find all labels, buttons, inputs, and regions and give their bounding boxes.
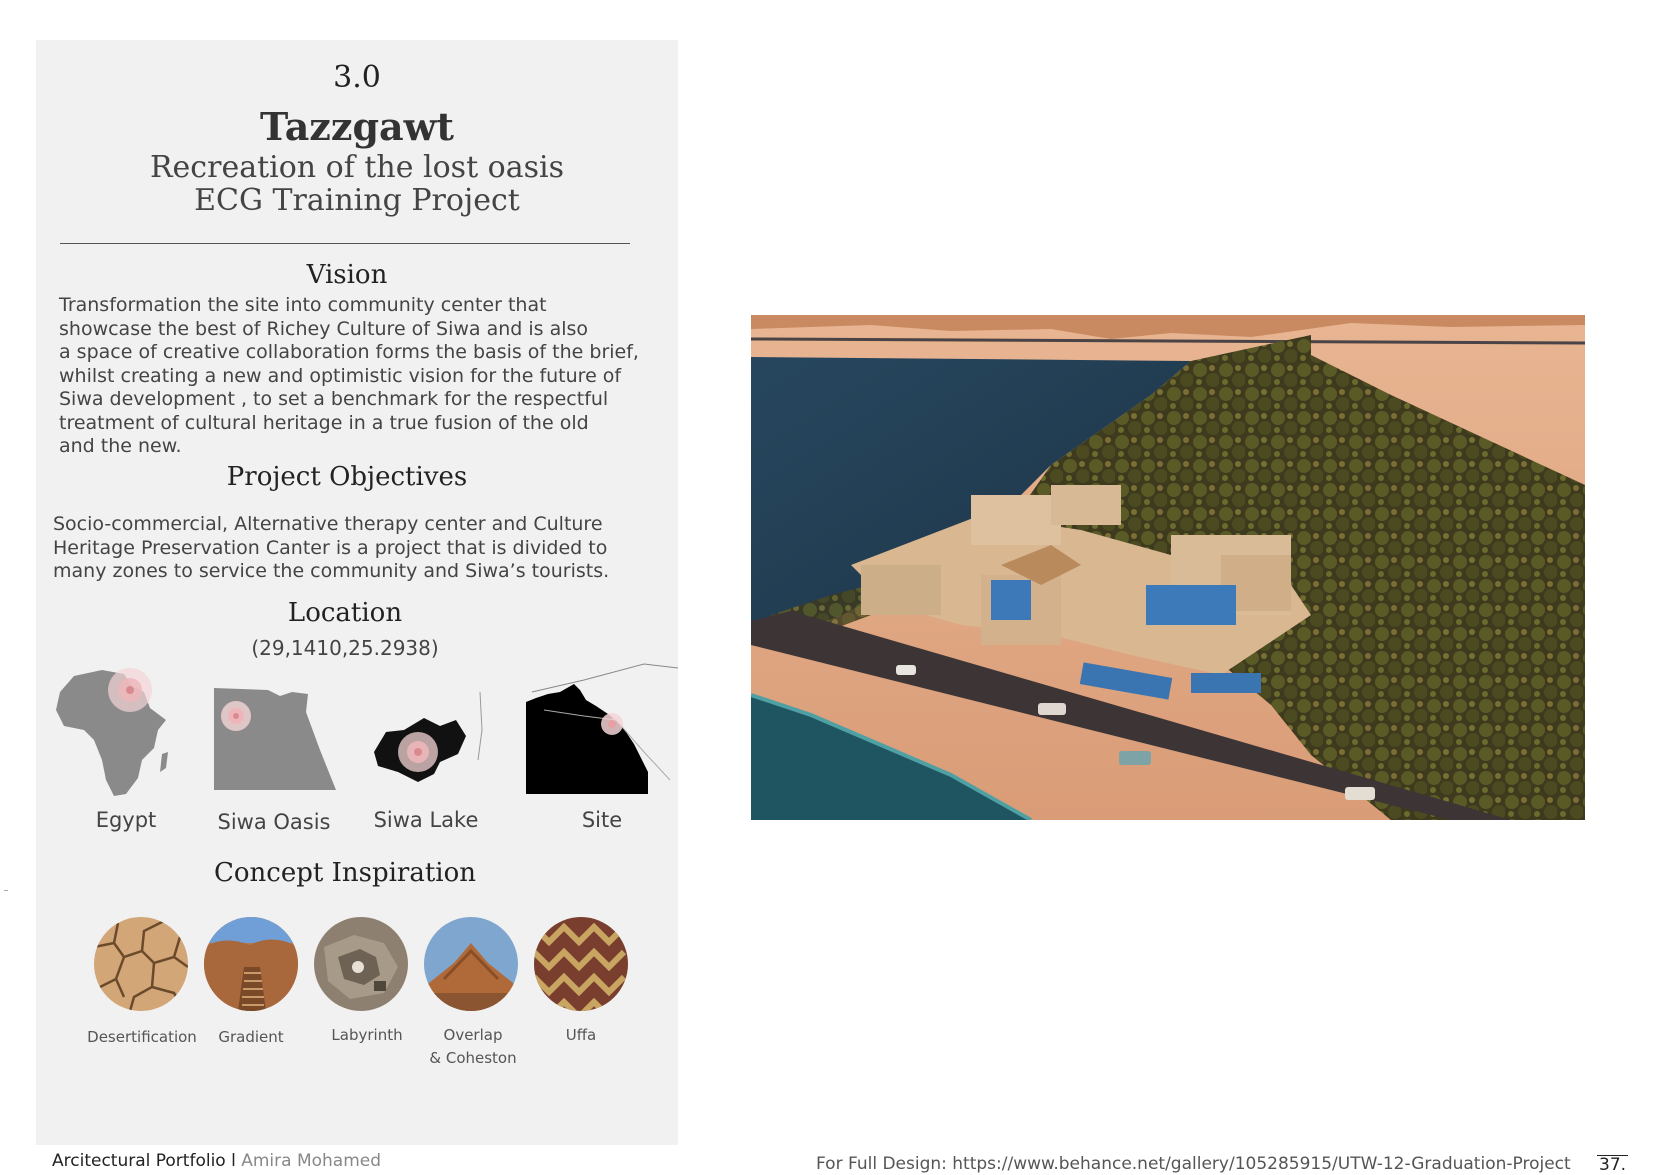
footer-portfolio bbox=[52, 1151, 381, 1171]
location-heading: Location bbox=[287, 598, 403, 628]
concept-label-gradient: Gradient bbox=[218, 1028, 284, 1046]
footer-author: Amira Mohamed bbox=[241, 1151, 382, 1171]
concept-label-uffa: Uffa bbox=[565, 1026, 597, 1044]
concept-label-desertification: Desertification bbox=[87, 1028, 197, 1046]
map-label-siwa-lake: Siwa Lake bbox=[373, 808, 479, 832]
map-label-site: Site bbox=[581, 808, 623, 832]
objectives-heading: Project Objectives bbox=[226, 462, 468, 492]
section-number: 3.0 bbox=[333, 60, 381, 95]
site-map bbox=[524, 662, 678, 796]
aerial-render-image bbox=[751, 315, 1585, 820]
divider bbox=[60, 243, 630, 244]
siwa-lake-map bbox=[370, 690, 490, 794]
uffa-image bbox=[534, 917, 628, 1011]
project-subtitle: Recreation of the lost oasis bbox=[149, 150, 565, 185]
page-number: 37. bbox=[1599, 1155, 1627, 1175]
vision-heading: Vision bbox=[306, 260, 388, 290]
vision-text: Transformation the site into community center that showcase the best of Richey Culture of Siwa and is also a space of creative collaboration forms the basis of the brief, whilst creating a new and optimistic vision for the future of Siwa development , to set a benchmark for the respectful treatment of cultural heritage in a true fusion of the old and the new. bbox=[59, 294, 639, 457]
labyrinth-image bbox=[314, 917, 408, 1011]
project-subtitle-2: ECG Training Project bbox=[194, 183, 520, 218]
objectives-text: Socio-commercial, Alternative therapy center and Culture Heritage Preservation Canter is a project that is divided to many zones to service the community and Siwa’s tourists. bbox=[53, 513, 610, 582]
footer-portfolio-label: Arcitectural Portfolio l bbox=[52, 1151, 242, 1171]
gradient-image bbox=[204, 917, 298, 1011]
footer-link[interactable]: For Full Design: https://www.behance.net/gallery/105285915/UTW-12-Graduation-Project bbox=[816, 1154, 1571, 1174]
stray-mark bbox=[4, 890, 8, 891]
map-label-egypt: Egypt bbox=[95, 808, 157, 832]
location-coordinates: (29,1410,25.2938) bbox=[251, 636, 439, 660]
info-panel bbox=[36, 40, 678, 1145]
africa-map bbox=[54, 668, 176, 798]
overlap-image bbox=[424, 917, 518, 1011]
desertification-image bbox=[94, 917, 188, 1011]
project-title: Tazzgawt bbox=[260, 104, 454, 149]
map-label-siwa-oasis: Siwa Oasis bbox=[217, 810, 331, 834]
egypt-map bbox=[212, 686, 336, 794]
concept-label-labyrinth: Labyrinth bbox=[331, 1026, 403, 1044]
concept-label-overlap: Overlap & Coheston bbox=[429, 1026, 517, 1067]
concept-heading: Concept Inspiration bbox=[213, 858, 476, 888]
